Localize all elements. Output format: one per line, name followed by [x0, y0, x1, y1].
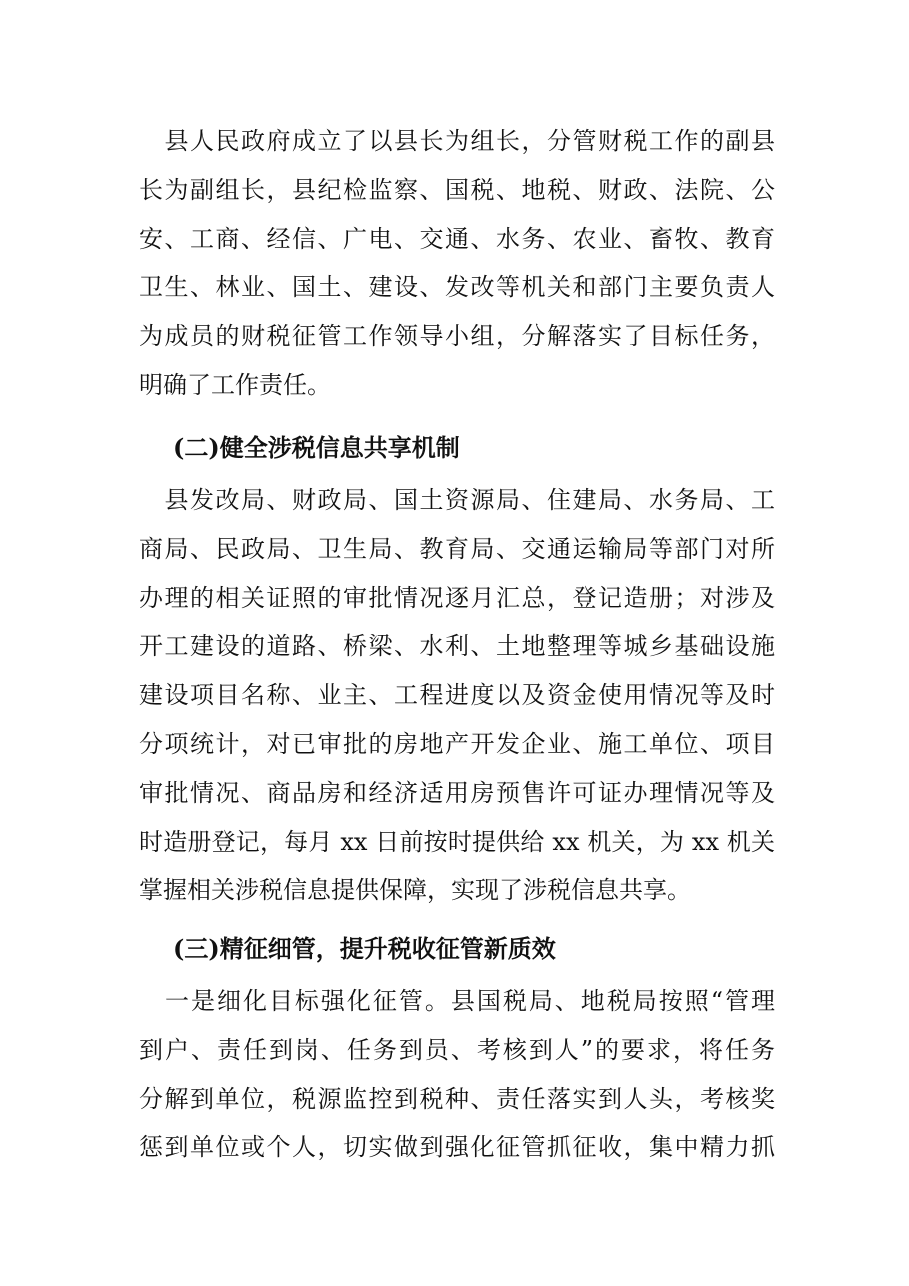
paragraph-line: 审批情况、商品房和经济适用房预售许可证办理情况等及: [139, 778, 775, 807]
section-heading-3: (三)精征细管，提升税收征管新质效: [173, 934, 556, 963]
paragraph-line: 一是细化目标强化征管。县国税局、地税局按照“管理: [139, 987, 775, 1015]
paragraph-line: 商局、民政局、卫生局、教育局、交通运输局等部门对所: [139, 534, 775, 563]
paragraph-line: 惩到单位或个人，切实做到强化征管抓征收，集中精力抓: [139, 1133, 775, 1162]
section-heading-2: (二)健全涉税信息共享机制: [173, 433, 460, 462]
paragraph-line: 安、工商、经信、广电、交通、水务、农业、畜牧、教育: [139, 224, 775, 253]
paragraph-line: 为成员的财税征管工作领导小组，分解落实了目标任务，: [139, 322, 775, 351]
paragraph-collection-management: [139, 977, 775, 1172]
paragraph-line: 分解到单位，税源监控到税种、责任落实到人头，考核奖: [139, 1084, 775, 1113]
paragraph-line: 建设项目名称、业主、工程进度以及资金使用情况等及时: [139, 681, 775, 710]
paragraph-line: 时造册登记，每月 xx 日前按时提供给 xx 机关，为 xx 机关: [139, 827, 775, 856]
paragraph-line: 到户、责任到岗、任务到员、考核到人”的要求，将任务: [139, 1035, 775, 1064]
paragraph-info-sharing: [139, 476, 775, 915]
paragraph-line: 县发改局、财政局、国土资源局、住建局、水务局、工: [139, 486, 775, 514]
paragraph-line: 长为副组长，县纪检监察、国税、地税、财政、法院、公: [139, 175, 775, 204]
paragraph-line: 办理的相关证照的审批情况逐月汇总，登记造册；对涉及: [139, 583, 775, 612]
paragraph-line: 掌握相关涉税信息提供保障，实现了涉税信息共享。: [139, 876, 691, 905]
paragraph-leadership-group: [139, 117, 775, 410]
paragraph-line: 卫生、林业、国土、建设、发改等机关和部门主要负责人: [139, 273, 775, 302]
paragraph-line: 分项统计，对已审批的房地产开发企业、施工单位、项目: [139, 729, 775, 758]
paragraph-line: 明确了工作责任。: [139, 370, 331, 399]
paragraph-line: 县人民政府成立了以县长为组长，分管财税工作的副县: [139, 127, 775, 155]
paragraph-line: 开工建设的道路、桥梁、水利、土地整理等城乡基础设施: [139, 632, 775, 661]
